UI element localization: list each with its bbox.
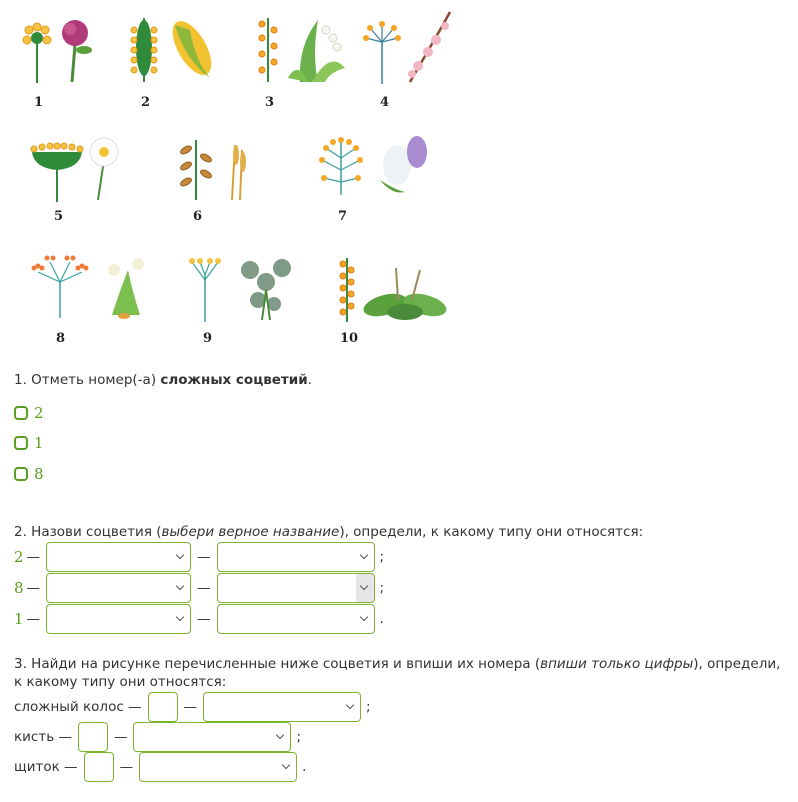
inflorescence-figure bbox=[0, 0, 470, 360]
q3-row-corymb: щиток — — . bbox=[14, 752, 306, 782]
inflorescence-type-select[interactable] bbox=[217, 573, 375, 603]
row-number: 1 bbox=[14, 610, 24, 628]
figure-label-4: 4 bbox=[380, 95, 390, 110]
option-8[interactable] bbox=[14, 464, 44, 484]
row-label: сложный колос — bbox=[14, 699, 142, 715]
diagram-4-umbel-icon bbox=[363, 21, 401, 84]
inflorescence-name-select[interactable] bbox=[46, 604, 191, 634]
inflorescence-type-select[interactable] bbox=[217, 542, 375, 572]
figure-label-2: 2 bbox=[141, 95, 151, 110]
cherry-blossom-photo-icon bbox=[408, 12, 450, 82]
plantain-photo-icon bbox=[361, 268, 449, 320]
checkbox[interactable] bbox=[14, 467, 28, 481]
q2-row-2: 2 — — ; bbox=[14, 542, 384, 572]
lilac-photo-icon bbox=[380, 136, 427, 193]
figure-label-5: 5 bbox=[54, 209, 64, 224]
diagram-10-spike-icon bbox=[340, 258, 354, 322]
diagram-6-compound-spike-icon bbox=[179, 140, 212, 200]
option-label: 1 bbox=[34, 434, 44, 452]
option-1[interactable] bbox=[14, 433, 44, 453]
inflorescence-type-select[interactable] bbox=[139, 752, 297, 782]
q2-row-1: 1 — — . bbox=[14, 604, 384, 634]
diagram-1-head-icon bbox=[23, 23, 51, 83]
figure-label-8: 8 bbox=[56, 331, 66, 346]
dill-photo-icon bbox=[108, 258, 144, 319]
diagram-7-panicle-icon bbox=[319, 137, 363, 195]
inflorescence-name-select[interactable] bbox=[46, 542, 191, 572]
inflorescence-name-select[interactable] bbox=[46, 573, 191, 603]
inflorescence-type-select[interactable] bbox=[203, 692, 361, 722]
diagram-2-spadix-icon bbox=[131, 18, 157, 82]
diagram-5-basket-icon bbox=[31, 143, 83, 202]
question-2-text: 2. Назови соцветия (выбери верное название), определи, к какому типу они относятся: bbox=[14, 524, 644, 540]
inflorescence-type-select[interactable] bbox=[217, 604, 375, 634]
lily-of-valley-photo-icon bbox=[288, 20, 345, 82]
q3-row-compound-spike: сложный колос — — ; bbox=[14, 692, 371, 722]
corn-photo-icon bbox=[165, 15, 219, 81]
diagram-3-raceme-icon bbox=[259, 18, 277, 82]
checkbox[interactable] bbox=[14, 436, 28, 450]
option-label: 2 bbox=[34, 404, 44, 422]
number-input[interactable] bbox=[148, 692, 178, 722]
diagram-9-corymb-icon bbox=[189, 258, 221, 322]
row-number: 8 bbox=[14, 579, 24, 597]
option-2[interactable] bbox=[14, 403, 44, 423]
number-input[interactable] bbox=[84, 752, 114, 782]
daisy-photo-icon bbox=[90, 138, 118, 200]
figure-label-1: 1 bbox=[34, 95, 44, 110]
question-1-text: 1. Отметь номер(-а) сложных соцветий. bbox=[14, 372, 312, 388]
row-label: щиток — bbox=[14, 759, 78, 775]
row-label: кисть — bbox=[14, 729, 72, 745]
clover-photo-icon bbox=[62, 20, 92, 82]
diagram-8-compound-umbel-icon bbox=[32, 256, 89, 319]
option-label: 8 bbox=[34, 465, 44, 483]
number-input[interactable] bbox=[78, 722, 108, 752]
figure-label-10: 10 bbox=[340, 331, 359, 346]
row-number: 2 bbox=[14, 548, 24, 566]
inflorescence-type-select[interactable] bbox=[133, 722, 291, 752]
checkbox[interactable] bbox=[14, 406, 28, 420]
yarrow-photo-icon bbox=[241, 259, 291, 320]
q3-row-raceme: кисть — — ; bbox=[14, 722, 301, 752]
figure-label-7: 7 bbox=[338, 209, 348, 224]
question-3-text: 3. Найди на рисунке перечисленные ниже соцветия и впиши их номера (впиши только цифры), определи, к какому типу они относятся: bbox=[14, 656, 781, 690]
figure-label-6: 6 bbox=[193, 209, 203, 224]
figure-label-3: 3 bbox=[265, 95, 275, 110]
figure-label-9: 9 bbox=[203, 331, 213, 346]
wheat-photo-icon bbox=[232, 145, 246, 200]
q2-row-8: 8 — — ; bbox=[14, 573, 384, 603]
